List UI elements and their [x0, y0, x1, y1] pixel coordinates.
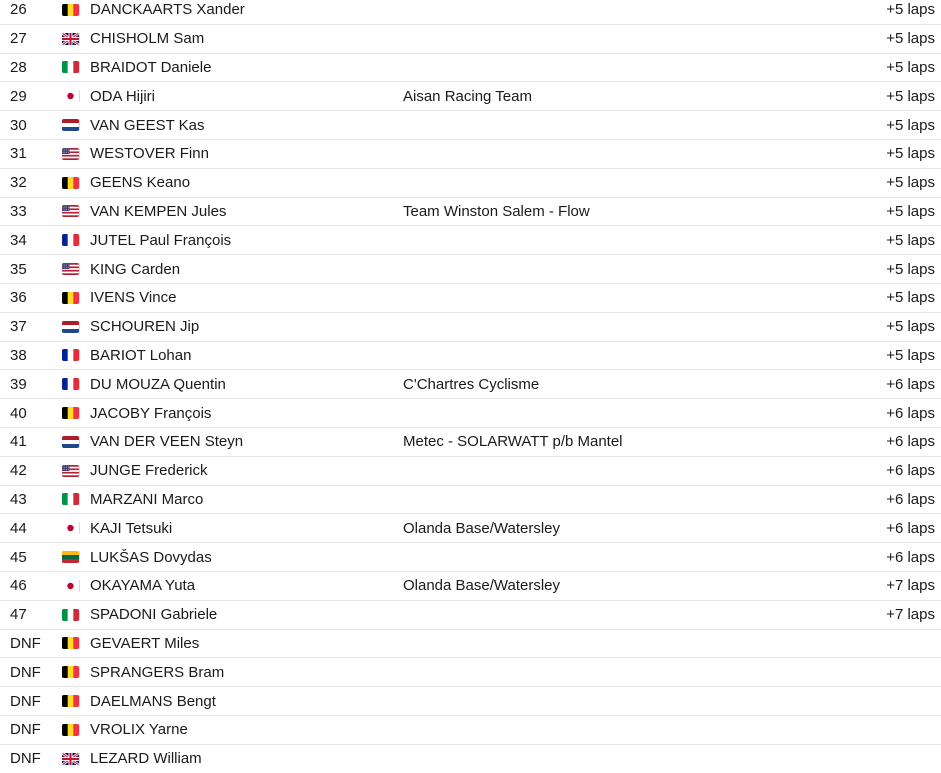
flag-cell [62, 637, 90, 649]
flag-cell [62, 724, 90, 736]
flag-jp-icon [62, 522, 79, 534]
flag-it-icon [62, 61, 79, 73]
result-row-dnf [0, 658, 941, 687]
result-row-47 [0, 601, 941, 630]
result-row-29 [0, 82, 941, 111]
team-name[interactable]: Team Winston Salem - Flow [403, 202, 590, 220]
flag-cell [62, 263, 90, 275]
flag-cell [62, 61, 90, 73]
gap-label: +5 laps [886, 318, 935, 336]
position-label: 39 [10, 375, 27, 393]
position-label: 31 [10, 145, 27, 163]
flag-nl-icon [62, 436, 79, 448]
result-row-dnf [0, 687, 941, 716]
result-row-34 [0, 226, 941, 255]
flag-cell [62, 177, 90, 189]
rider-name[interactable]: CHISHOLM Sam [90, 30, 205, 48]
gap-label: +6 laps [886, 375, 935, 393]
flag-us-icon [62, 205, 79, 217]
position-label: 27 [10, 30, 27, 48]
position-label: 32 [10, 174, 27, 192]
flag-nl-icon [62, 119, 79, 131]
result-row-31 [0, 140, 941, 169]
flag-cell [62, 666, 90, 678]
flag-cell [62, 695, 90, 707]
result-row-43 [0, 486, 941, 515]
position-label: 47 [10, 606, 27, 624]
position-label: 46 [10, 577, 27, 595]
flag-cell [62, 551, 90, 563]
result-row-38 [0, 342, 941, 371]
position-label: 36 [10, 289, 27, 307]
rider-name[interactable]: BRAIDOT Daniele [90, 58, 212, 76]
position-label: 34 [10, 231, 27, 249]
flag-cell [62, 407, 90, 419]
position-label: 35 [10, 260, 27, 278]
rider-name[interactable]: VAN DER VEEN Steyn [90, 433, 244, 451]
result-row-33 [0, 198, 941, 227]
rider-name[interactable]: GEENS Keano [90, 174, 191, 192]
result-row-28 [0, 54, 941, 83]
position-label: DNF [10, 721, 41, 739]
gap-label: +5 laps [886, 289, 935, 307]
flag-cell [62, 349, 90, 361]
flag-us-icon [62, 263, 79, 275]
result-row-36 [0, 284, 941, 313]
rider-name[interactable]: JACOBY François [90, 404, 212, 422]
flag-be-icon [62, 177, 79, 189]
flag-be-icon [62, 695, 79, 707]
team-name[interactable]: Olanda Base/Watersley [403, 519, 561, 537]
result-row-41 [0, 428, 941, 457]
flag-nl-icon [62, 321, 79, 333]
position-label: DNF [10, 750, 41, 768]
rider-name[interactable]: MARZANI Marco [90, 490, 204, 508]
flag-fr-icon [62, 234, 79, 246]
gap-label: +5 laps [886, 260, 935, 278]
rider-name[interactable]: SPRANGERS Bram [90, 663, 225, 681]
result-row-42 [0, 457, 941, 486]
result-row-39 [0, 370, 941, 399]
flag-cell [62, 609, 90, 621]
team-name[interactable]: Metec - SOLARWATT p/b Mantel [403, 433, 623, 451]
rider-name[interactable]: DAELMANS Bengt [90, 692, 216, 710]
rider-name[interactable]: SPADONI Gabriele [90, 606, 218, 624]
flag-it-icon [62, 609, 79, 621]
position-label: 33 [10, 202, 27, 220]
rider-name[interactable]: VROLIX Yarne [90, 721, 188, 739]
gap-label: +5 laps [886, 116, 935, 134]
gap-label: +6 laps [886, 433, 935, 451]
gap-label: +5 laps [886, 202, 935, 220]
result-row-dnf [0, 716, 941, 745]
position-label: 37 [10, 318, 27, 336]
position-label: 30 [10, 116, 27, 134]
result-row-dnf [0, 630, 941, 659]
flag-cell [62, 522, 90, 534]
flag-cell [62, 580, 90, 592]
rider-name[interactable]: JUTEL Paul François [90, 231, 232, 249]
flag-cell [62, 4, 90, 16]
flag-cell [62, 321, 90, 333]
position-label: 44 [10, 519, 27, 537]
gap-label: +6 laps [886, 490, 935, 508]
gap-label: +5 laps [886, 346, 935, 364]
team-name[interactable]: Olanda Base/Watersley [403, 577, 561, 595]
position-label: 26 [10, 1, 27, 19]
gap-label: +7 laps [886, 606, 935, 624]
rider-name[interactable]: OKAYAMA Yuta [90, 577, 196, 595]
gap-label: +6 laps [886, 548, 935, 566]
gap-label: +6 laps [886, 519, 935, 537]
flag-gb-icon [62, 33, 79, 45]
flag-us-icon [62, 148, 79, 160]
team-name[interactable]: Aisan Racing Team [403, 87, 532, 105]
result-row-37 [0, 313, 941, 342]
flag-be-icon [62, 724, 79, 736]
rider-name[interactable]: DANCKAARTS Xander [90, 1, 245, 19]
flag-fr-icon [62, 378, 79, 390]
result-row-40 [0, 399, 941, 428]
result-row-27 [0, 25, 941, 54]
rider-name[interactable]: KING Carden [90, 260, 181, 278]
gap-label: +5 laps [886, 145, 935, 163]
position-label: 40 [10, 404, 27, 422]
rider-name[interactable]: JUNGE Frederick [90, 462, 208, 480]
flag-be-icon [62, 292, 79, 304]
flag-cell [62, 33, 90, 45]
position-label: 42 [10, 462, 27, 480]
position-label: DNF [10, 634, 41, 652]
rider-name[interactable]: LUKŠAS Dovydas [90, 548, 212, 566]
rider-name[interactable]: KAJI Tetsuki [90, 519, 173, 537]
flag-be-icon [62, 4, 79, 16]
result-row-35 [0, 255, 941, 284]
gap-label: +5 laps [886, 87, 935, 105]
position-label: DNF [10, 692, 41, 710]
position-label: 38 [10, 346, 27, 364]
position-label: DNF [10, 663, 41, 681]
flag-cell [62, 90, 90, 102]
gap-label: +5 laps [886, 1, 935, 19]
flag-cell [62, 493, 90, 505]
flag-cell [62, 148, 90, 160]
rider-name[interactable]: IVENS Vince [90, 289, 177, 307]
position-label: 29 [10, 87, 27, 105]
rider-name[interactable]: GEVAERT Miles [90, 634, 200, 652]
gap-label: +5 laps [886, 231, 935, 249]
flag-jp-icon [62, 580, 79, 592]
position-label: 28 [10, 58, 27, 76]
flag-cell [62, 119, 90, 131]
position-label: 41 [10, 433, 27, 451]
gap-label: +5 laps [886, 58, 935, 76]
rider-name[interactable]: ODA Hijiri [90, 87, 156, 105]
rider-name[interactable]: BARIOT Lohan [90, 346, 192, 364]
position-label: 45 [10, 548, 27, 566]
gap-label: +6 laps [886, 404, 935, 422]
result-row-46 [0, 572, 941, 601]
flag-cell [62, 234, 90, 246]
flag-cell [62, 205, 90, 217]
position-label: 43 [10, 490, 27, 508]
rider-name[interactable]: WESTOVER Finn [90, 145, 209, 163]
flag-gb-icon [62, 753, 79, 765]
rider-name[interactable]: SCHOUREN Jip [90, 318, 200, 336]
flag-us-icon [62, 465, 79, 477]
flag-be-icon [62, 407, 79, 419]
flag-cell [62, 436, 90, 448]
gap-label: +5 laps [886, 174, 935, 192]
rider-name[interactable]: VAN KEMPEN Jules [90, 202, 227, 220]
flag-cell [62, 465, 90, 477]
rider-name[interactable]: LEZARD William [90, 750, 202, 768]
gap-label: +5 laps [886, 30, 935, 48]
flag-cell [62, 753, 90, 765]
result-row-30 [0, 111, 941, 140]
flag-jp-icon [62, 90, 79, 102]
result-row-32 [0, 169, 941, 198]
result-row-dnf [0, 745, 941, 773]
result-row-45 [0, 543, 941, 572]
rider-name[interactable]: DU MOUZA Quentin [90, 375, 226, 393]
flag-it-icon [62, 493, 79, 505]
team-name[interactable]: C'Chartres Cyclisme [403, 375, 540, 393]
result-row-44 [0, 514, 941, 543]
flag-cell [62, 292, 90, 304]
flag-be-icon [62, 637, 79, 649]
flag-lt-icon [62, 551, 79, 563]
rider-name[interactable]: VAN GEEST Kas [90, 116, 205, 134]
gap-label: +6 laps [886, 462, 935, 480]
flag-fr-icon [62, 349, 79, 361]
flag-cell [62, 378, 90, 390]
result-row-26 [0, 0, 941, 25]
flag-be-icon [62, 666, 79, 678]
gap-label: +7 laps [886, 577, 935, 595]
